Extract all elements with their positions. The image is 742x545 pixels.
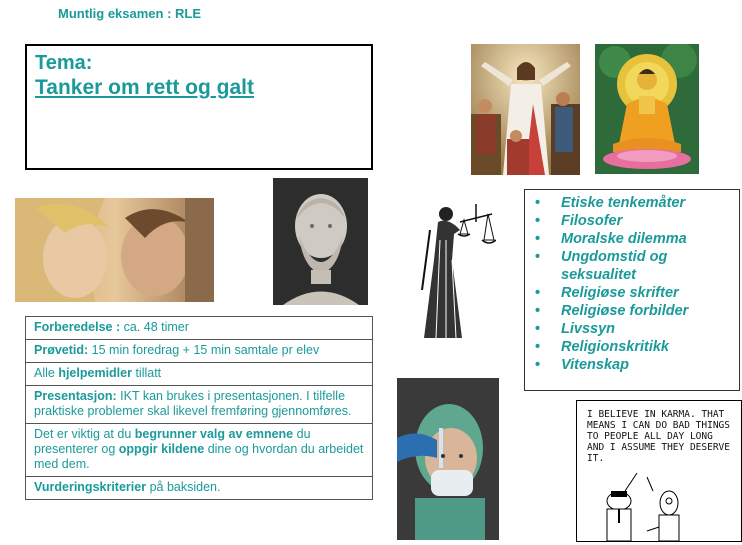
hjelpemidler-row: Alle hjelpemidler tillatt [26, 363, 372, 386]
philosopher-bust-image [273, 178, 368, 305]
buddha-painting-image [595, 44, 699, 174]
scientist-photo-image [397, 378, 499, 540]
presentasjon-row: Presentasjon: IKT kan brukes i presentasjonen. I tilfelle praktiske problemer skal likevel fremføring gjennomføres. [26, 386, 372, 424]
topic-item: • Religiøse skrifter [561, 284, 739, 302]
comic-speech-text: I BELIEVE IN KARMA. THAT MEANS I CAN DO BAD THINGS TO PEOPLE ALL DAY LONG AND I ASSUME THEY DESERVE IT. [587, 409, 730, 464]
couple-photo-image [15, 198, 214, 302]
tema-title: Tanker om rett og galt [35, 76, 254, 99]
jesus-painting-image [471, 44, 580, 175]
topic-item: • Etiske tenkemåter [561, 194, 739, 212]
topic-item: • Vitenskap [561, 356, 739, 374]
topic-item: • Moralske dilemma [561, 230, 739, 248]
topic-item: • Religionskritikk [561, 338, 739, 356]
topics-list [525, 194, 739, 374]
provetid-row: Prøvetid: 15 min foredrag + 15 min samtale pr elev [26, 340, 372, 363]
lady-justice-image [416, 200, 496, 340]
topic-item: • Religiøse forbilder [561, 302, 739, 320]
viktig-row: Det er viktig at du begrunner valg av emnene du presenterer og oppgir kildene dine og hvordan du arbeidet med dem. [26, 424, 372, 477]
page-header: Muntlig eksamen : RLE [58, 6, 202, 21]
tema-box [25, 44, 373, 170]
vurdering-row: Vurderingskriterier på baksiden. [34, 480, 221, 494]
tema-label: Tema: [35, 52, 93, 74]
karma-comic-image [576, 400, 742, 542]
topic-item: • Livssyn [561, 320, 739, 338]
topic-item: • Filosofer [561, 212, 739, 230]
forberedelse-row: Forberedelse : ca. 48 timer [26, 317, 372, 340]
topics-box [524, 189, 740, 391]
exam-info-table [25, 316, 373, 500]
topic-item: • Ungdomstid og seksualitet [561, 248, 739, 284]
